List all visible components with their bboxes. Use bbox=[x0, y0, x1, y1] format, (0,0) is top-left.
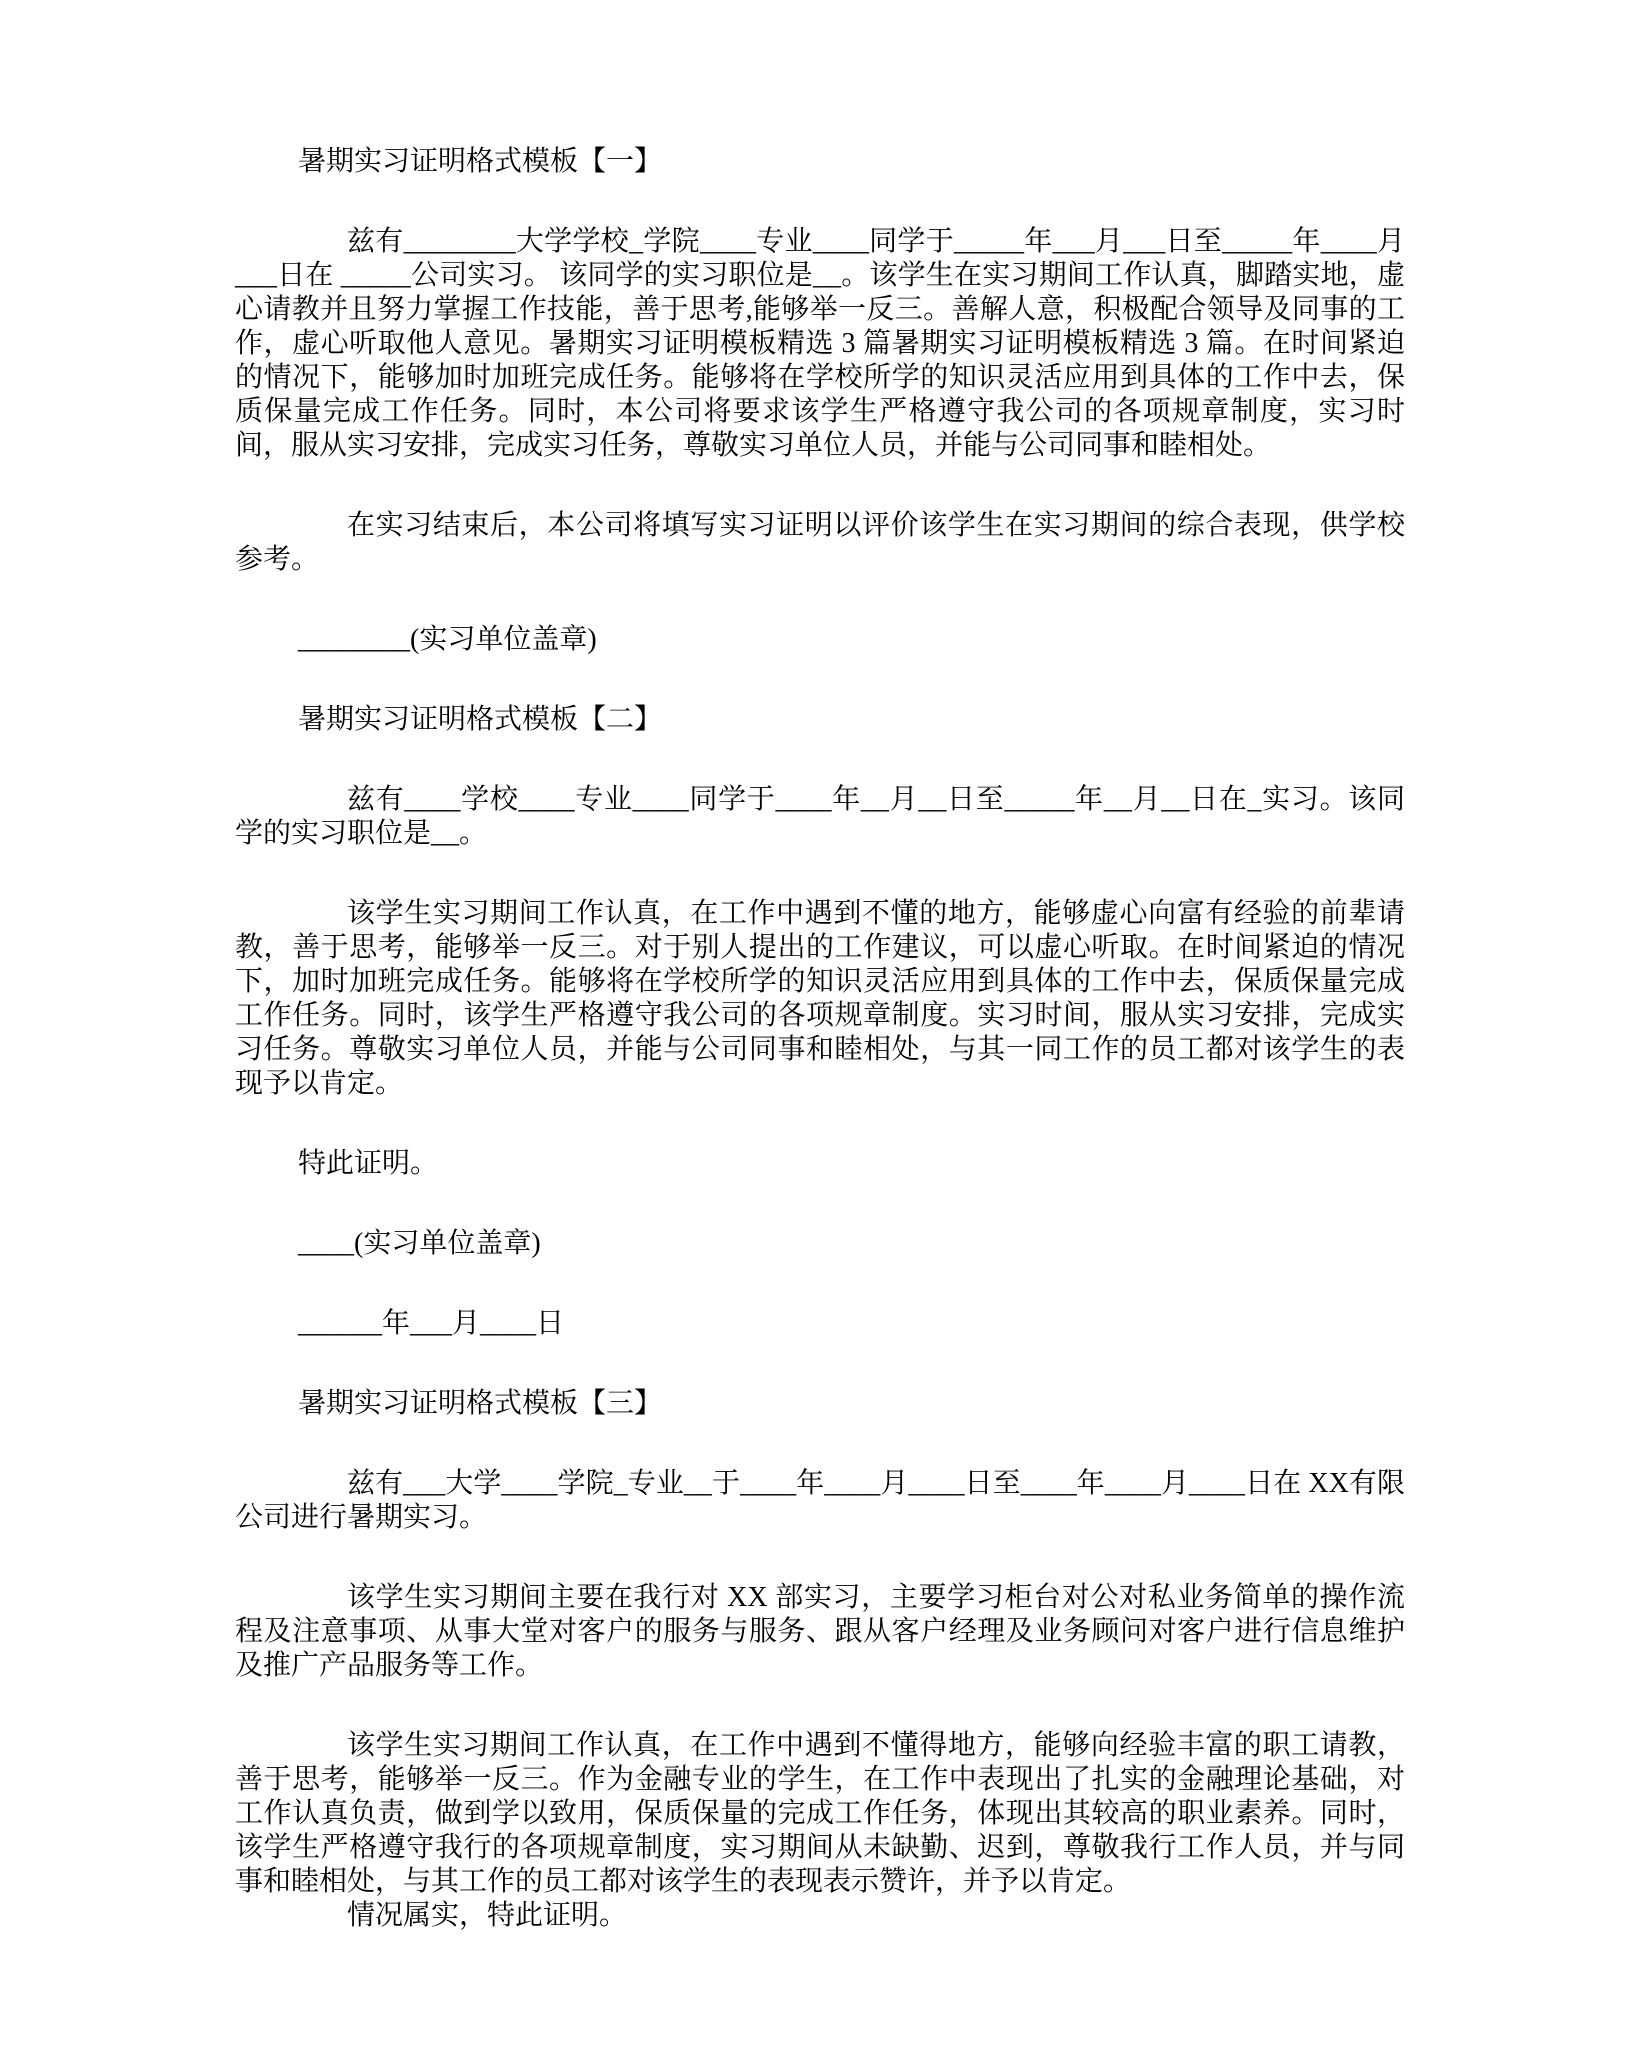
section-1-paragraph-intro: 兹有________大学学校_学院____专业____同学于_____年___月___日至_____年____月___日在 _____公司实习。 该同学的实习职位是__。该学生在实习期间工作认真，脚踏实地，虚心请教并且努力掌握工作技能，善于思考,能够举一反三。善解人意，积极配合领导及同事的工作，虚心听取他人意见。暑期实习证明模板精选 3 篇暑期实习证明模板精选 3 篇。在时间紧迫的情况下，能够加时加班完成任务。能够将在学校所学的知识灵活应用到具体的工作中去，保质保量完成工作任务。同时，本公司将要求该学生严格遵守我公司的各项规章制度，实习时间，服从实习安排，完成实习任务，尊敬实习单位人员，并能与公司同事和睦相处。 bbox=[235, 226, 1405, 461]
document-content bbox=[235, 145, 1405, 1933]
section-3-paragraph-intro: 兹有___大学____学院_专业__于____年____月____日至____年____月____日在 XX有限公司进行暑期实习。 bbox=[235, 1468, 1405, 1533]
section-3-certify-line: 情况属实，特此证明。 bbox=[347, 1900, 628, 1931]
section-2-certify-line: 特此证明。 bbox=[298, 1148, 439, 1179]
section-2-title: 暑期实习证明格式模板【二】 bbox=[298, 704, 663, 735]
section-2-paragraph-intro: 兹有____学校____专业____同学于____年__月__日至_____年__月__日在_实习。该同学的实习职位是__。 bbox=[235, 784, 1405, 849]
section-1-paragraph-closing: 在实习结束后，本公司将填写实习证明以评价该学生在实习期间的综合表现，供学校参考。 bbox=[235, 510, 1405, 575]
section-3-title: 暑期实习证明格式模板【三】 bbox=[298, 1388, 663, 1419]
section-1-title: 暑期实习证明格式模板【一】 bbox=[298, 146, 663, 177]
section-3-paragraph-body: 该学生实习期间工作认真，在工作中遇到不懂得地方，能够向经验丰富的职工请教，善于思考，能够举一反三。作为金融专业的学生，在工作中表现出了扎实的金融理论基础，对工作认真负责，做到学以致用，保质保量的完成工作任务，体现出其较高的职业素养。同时，该学生严格遵守我行的各项规章制度，实习期间从未缺勤、迟到，尊敬我行工作人员，并与同事和睦相处，与其工作的员工都对该学生的表现表示赞许，并予以肯定。 bbox=[235, 1730, 1405, 1897]
section-2-date-line: ______年___月____日 bbox=[298, 1308, 565, 1339]
section-3-paragraph-duties: 该学生实习期间主要在我行对 XX 部实习，主要学习柜台对公对私业务简单的操作流程及注意事项、从事大堂对客户的服务与服务、跟从客户经理及业务顾问对客户进行信息维护及推广产品服务等工作。 bbox=[235, 1582, 1405, 1681]
section-2-stamp-line: ____(实习单位盖章) bbox=[298, 1228, 541, 1259]
section-1-stamp-line: ________(实习单位盖章) bbox=[298, 624, 597, 655]
section-2-paragraph-body: 该学生实习期间工作认真，在工作中遇到不懂的地方，能够虚心向富有经验的前辈请教，善于思考，能够举一反三。对于别人提出的工作建议，可以虚心听取。在时间紧迫的情况下，加时加班完成任务。能够将在学校所学的知识灵活应用到具体的工作中去，保质保量完成工作任务。同时，该学生严格遵守我公司的各项规章制度。实习时间，服从实习安排，完成实习任务。尊敬实习单位人员，并能与公司同事和睦相处，与其一同工作的员工都对该学生的表现予以肯定。 bbox=[235, 898, 1405, 1099]
